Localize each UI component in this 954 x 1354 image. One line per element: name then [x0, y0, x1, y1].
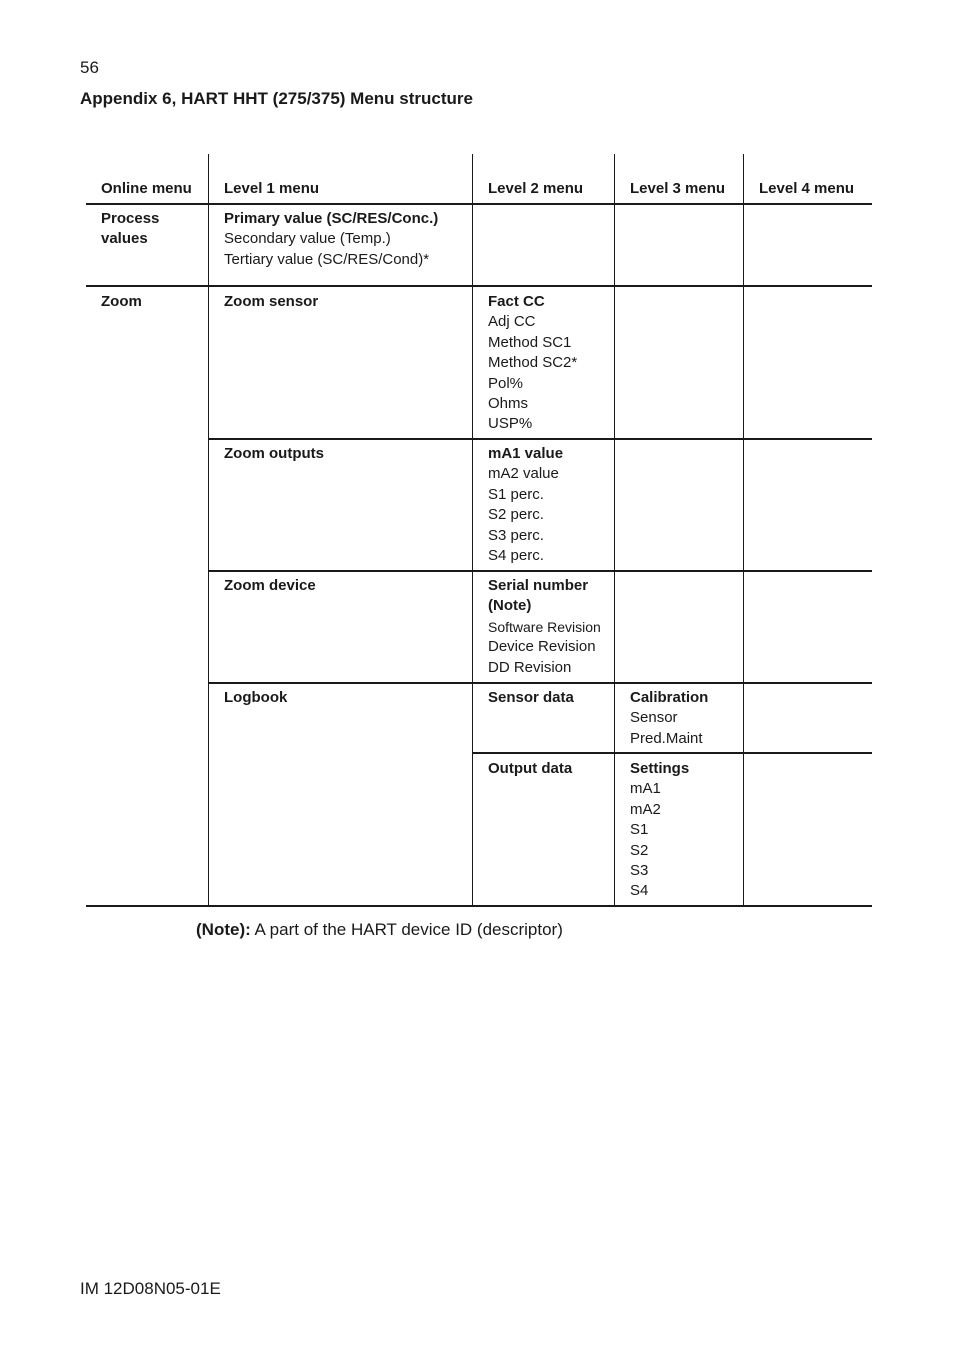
list-item: S1	[630, 821, 649, 839]
list-item: S1 perc.	[488, 485, 544, 503]
sensor-data-label: Sensor data	[488, 689, 574, 706]
header-online-menu: Online menu	[101, 180, 192, 197]
table-bottom-rule	[86, 905, 872, 907]
header-level-1: Level 1 menu	[224, 180, 320, 197]
list-item: S4 perc.	[488, 547, 544, 565]
online-zoom	[101, 292, 142, 312]
list-item: DD Revision	[488, 658, 572, 676]
list-item: Sensor	[630, 709, 678, 727]
online-process-line-1: Process	[101, 210, 160, 227]
list-item: S3	[630, 862, 649, 880]
output-data-label: Output data	[488, 760, 573, 777]
list-item: Device Revision	[488, 638, 596, 656]
process-level1-cell	[224, 209, 438, 270]
serial-number: Serial number	[488, 577, 589, 594]
logbook-cell	[224, 688, 287, 708]
footnote	[196, 920, 563, 940]
col-divider-2	[472, 154, 473, 906]
zoom-device-level2	[488, 576, 601, 678]
sensor-data-level3	[630, 688, 708, 749]
list-item: Pol%	[488, 374, 524, 392]
list-item: S2	[630, 841, 649, 859]
row-rule-outputs	[208, 570, 872, 572]
col-divider-4	[743, 154, 744, 906]
zoom-sensor-cell	[224, 292, 318, 312]
col-divider-1	[208, 154, 209, 906]
output-data-level3	[630, 759, 689, 902]
calibration: Calibration	[630, 689, 709, 706]
col-divider-3	[614, 154, 615, 906]
list-item: Software Revision	[488, 618, 601, 635]
online-process-line-2: values	[101, 230, 148, 248]
list-item: mA2 value	[488, 465, 559, 483]
document-code: IM 12D08N05-01E	[80, 1279, 221, 1298]
row-rule-process	[86, 285, 872, 287]
logbook-label: Logbook	[224, 689, 288, 706]
online-zoom-label: Zoom	[101, 293, 142, 310]
zoom-device-cell	[224, 576, 316, 596]
list-item: Method SC2*	[488, 354, 578, 372]
output-data-cell	[488, 759, 572, 779]
primary-value: Primary value (SC/RES/Conc.)	[224, 210, 439, 227]
row-rule-sensor-data	[472, 752, 872, 754]
ma1-value: mA1 value	[488, 445, 564, 462]
zoom-outputs-label: Zoom outputs	[224, 445, 324, 462]
list-item: S4	[630, 882, 649, 900]
secondary-value: Secondary value (Temp.)	[224, 230, 391, 248]
header-level-3: Level 3 menu	[630, 180, 726, 197]
page-title: Appendix 6, HART HHT (275/375) Menu structure	[80, 89, 473, 108]
serial-number-note: (Note)	[488, 597, 532, 615]
list-item: S2 perc.	[488, 506, 544, 524]
zoom-outputs-cell	[224, 444, 324, 464]
online-process-values	[101, 209, 159, 250]
list-item: Method SC1	[488, 333, 572, 351]
settings: Settings	[630, 760, 690, 777]
footnote-label: (Note):	[196, 920, 251, 939]
header-rule	[86, 203, 872, 205]
list-item: USP%	[488, 415, 533, 433]
list-item: mA2	[630, 800, 661, 818]
list-item: mA1	[630, 780, 661, 798]
header-level-4: Level 4 menu	[759, 180, 855, 197]
zoom-sensor-label: Zoom sensor	[224, 293, 319, 310]
list-item: Pred.Maint	[630, 729, 703, 747]
row-rule-sensor	[208, 438, 872, 440]
list-item: Ohms	[488, 395, 529, 413]
list-item: Adj CC	[488, 313, 536, 331]
fact-cc: Fact CC	[488, 293, 545, 310]
sensor-data-cell	[488, 688, 574, 708]
row-rule-device	[208, 682, 872, 684]
zoom-outputs-level2	[488, 444, 563, 566]
zoom-sensor-level2	[488, 292, 577, 435]
list-item: S3 perc.	[488, 526, 544, 544]
header-level-2: Level 2 menu	[488, 180, 584, 197]
footnote-text: A part of the HART device ID (descriptor)	[250, 920, 563, 939]
zoom-device-label: Zoom device	[224, 577, 316, 594]
tertiary-value: Tertiary value (SC/RES/Cond)*	[224, 250, 430, 268]
page-number: 56	[80, 58, 99, 77]
